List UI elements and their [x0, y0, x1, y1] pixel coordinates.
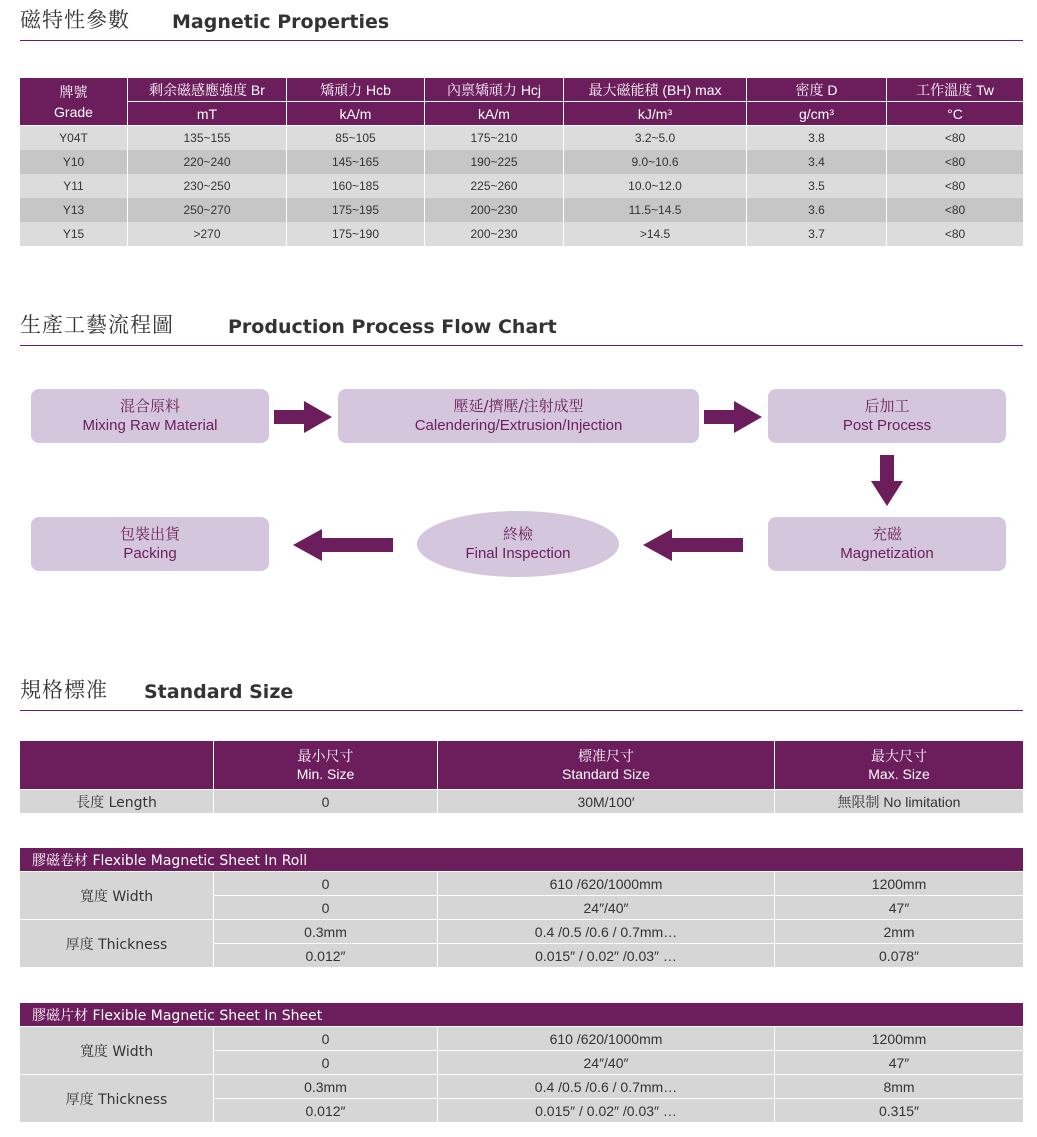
cell-br: 230~250	[128, 174, 287, 198]
cell-max: 0.315″	[775, 1098, 1023, 1122]
flow-step-packing	[31, 517, 269, 571]
cell-br: 135~155	[128, 126, 287, 150]
cell-density: 3.8	[747, 126, 887, 150]
header-std-zh: 標准尺寸	[578, 748, 634, 764]
flow-step-en: Post Process	[842, 417, 932, 434]
header-std-en: Standard Size	[562, 766, 650, 782]
cell-max: 47″	[775, 1050, 1023, 1074]
unit-br: mT	[128, 102, 287, 126]
arrow-right-icon	[704, 401, 764, 433]
cell-bh: >14.5	[564, 222, 747, 246]
unit-hcj: kA/m	[425, 102, 564, 126]
cell-standard: 0.4 /0.5 /0.6 / 0.7mm…	[438, 919, 775, 943]
cell-temp: <80	[887, 174, 1023, 198]
header-density: 密度 D	[747, 78, 887, 102]
arrow-down-icon	[870, 455, 904, 507]
cell-max: 1200mm	[775, 1026, 1023, 1050]
cell-min: 0	[214, 895, 438, 919]
table-row	[20, 174, 1023, 198]
cell-hcj: 200~230	[425, 198, 564, 222]
cell-temp: <80	[887, 150, 1023, 174]
section-title-zh: 規格標准	[20, 678, 108, 702]
section-title-zh: 生產工藝流程圖	[20, 313, 174, 337]
cell-temp: <80	[887, 222, 1023, 246]
cell-grade: Y15	[20, 222, 128, 246]
header-br: 剩余磁感應強度 Br	[128, 78, 287, 102]
cell-density: 3.6	[747, 198, 887, 222]
section-title-zh: 磁特性參數	[20, 8, 130, 32]
cell-max: 無限制 No limitation	[775, 789, 1023, 813]
table-row	[20, 126, 1023, 150]
header-max-en: Max. Size	[868, 766, 930, 782]
header-grade	[20, 78, 128, 126]
cell-min: 0	[214, 1050, 438, 1074]
cell-max: 2mm	[775, 919, 1023, 943]
unit-temp: °C	[887, 102, 1023, 126]
row-label-thickness: 厚度 Thickness	[20, 1074, 214, 1122]
section-title-magnetic	[20, 8, 1023, 41]
cell-min: 0.012″	[214, 1098, 438, 1122]
cell-bh: 9.0~10.6	[564, 150, 747, 174]
table-row	[20, 198, 1023, 222]
header-bh: 最大磁能積 (BH) max	[564, 78, 747, 102]
table-row	[20, 1026, 1023, 1050]
cell-bh: 11.5~14.5	[564, 198, 747, 222]
header-min-zh: 最小尺寸	[297, 748, 354, 764]
header-max	[775, 741, 1023, 789]
magnetic-properties-table	[20, 78, 1023, 246]
cell-br: 220~240	[128, 150, 287, 174]
cell-grade: Y11	[20, 174, 128, 198]
table-row	[20, 1074, 1023, 1098]
arrow-left-icon	[292, 529, 394, 561]
header-grade-zh: 牌號	[59, 83, 88, 100]
cell-hcb: 145~165	[287, 150, 425, 174]
cell-hcb: 160~185	[287, 174, 425, 198]
section-title-en: Magnetic Properties	[172, 11, 390, 33]
table-row	[20, 222, 1023, 246]
cell-density: 3.7	[747, 222, 887, 246]
cell-standard: 0.4 /0.5 /0.6 / 0.7mm…	[438, 1074, 775, 1098]
section-title-size	[20, 678, 1023, 711]
section-title-en: Standard Size	[144, 681, 294, 703]
flow-step-mixing	[31, 389, 269, 443]
sheet-table	[20, 1002, 1023, 1122]
flow-step-final-inspection	[417, 511, 619, 577]
table-row	[20, 789, 1023, 813]
flow-step-post-process	[768, 389, 1006, 443]
header-temp: 工作溫度 Tw	[887, 78, 1023, 102]
flow-step-zh: 混合原料	[119, 397, 180, 415]
flow-step-magnetization	[768, 517, 1006, 571]
cell-hcb: 175~195	[287, 198, 425, 222]
cell-min: 0.3mm	[214, 1074, 438, 1098]
flow-step-zh: 壓延/擠壓/注射成型	[453, 397, 584, 415]
table-row	[20, 871, 1023, 895]
arrow-left-icon	[642, 529, 744, 561]
cell-density: 3.5	[747, 174, 887, 198]
header-hcb: 矯頑力 Hcb	[287, 78, 425, 102]
roll-table	[20, 847, 1023, 967]
cell-standard: 24″/40″	[438, 895, 775, 919]
cell-standard: 0.015″ / 0.02″ /0.03″ …	[438, 943, 775, 967]
cell-min: 0	[214, 1026, 438, 1050]
cell-max: 0.078″	[775, 943, 1023, 967]
length-table	[20, 741, 1023, 813]
section-title-en: Production Process Flow Chart	[228, 316, 557, 338]
cell-hcj: 175~210	[425, 126, 564, 150]
sheet-caption: 膠磁片材 Flexible Magnetic Sheet In Sheet	[20, 1002, 1023, 1026]
header-min-en: Min. Size	[296, 766, 355, 782]
arrow-right-icon	[274, 401, 334, 433]
cell-min: 0.012″	[214, 943, 438, 967]
cell-hcb: 85~105	[287, 126, 425, 150]
flow-step-en: Magnetization	[840, 545, 934, 562]
cell-standard: 24″/40″	[438, 1050, 775, 1074]
cell-hcj: 190~225	[425, 150, 564, 174]
unit-density: g/cm³	[747, 102, 887, 126]
cell-density: 3.4	[747, 150, 887, 174]
unit-bh: kJ/m³	[564, 102, 747, 126]
cell-standard: 610 /620/1000mm	[438, 871, 775, 895]
cell-bh: 10.0~12.0	[564, 174, 747, 198]
cell-hcj: 225~260	[425, 174, 564, 198]
flow-step-zh: 后加工	[864, 397, 910, 415]
flow-step-en: Mixing Raw Material	[82, 417, 218, 434]
header-min	[214, 741, 438, 789]
cell-max: 47″	[775, 895, 1023, 919]
header-empty	[20, 741, 214, 789]
cell-min: 0	[214, 789, 438, 813]
flow-step-zh: 包裝出貨	[119, 525, 180, 543]
row-label-length: 長度 Length	[20, 789, 214, 813]
flow-step-zh: 充磁	[871, 525, 902, 543]
cell-grade: Y04T	[20, 126, 128, 150]
row-label-width: 寬度 Width	[20, 1026, 214, 1074]
cell-standard: 610 /620/1000mm	[438, 1026, 775, 1050]
cell-max: 1200mm	[775, 871, 1023, 895]
cell-hcb: 175~190	[287, 222, 425, 246]
flow-step-en: Packing	[123, 545, 177, 562]
cell-standard: 0.015″ / 0.02″ /0.03″ …	[438, 1098, 775, 1122]
cell-grade: Y13	[20, 198, 128, 222]
cell-br: >270	[128, 222, 287, 246]
cell-temp: <80	[887, 198, 1023, 222]
cell-bh: 3.2~5.0	[564, 126, 747, 150]
cell-grade: Y10	[20, 150, 128, 174]
row-label-thickness: 厚度 Thickness	[20, 919, 214, 967]
cell-temp: <80	[887, 126, 1023, 150]
header-hcj: 內禀矯頑力 Hcj	[425, 78, 564, 102]
cell-max: 8mm	[775, 1074, 1023, 1098]
header-standard	[438, 741, 775, 789]
table-row	[20, 150, 1023, 174]
header-grade-en: Grade	[54, 103, 93, 120]
row-label-width: 寬度 Width	[20, 871, 214, 919]
cell-min: 0.3mm	[214, 919, 438, 943]
cell-br: 250~270	[128, 198, 287, 222]
unit-hcb: kA/m	[287, 102, 425, 126]
cell-min: 0	[214, 871, 438, 895]
cell-standard: 30M/100′	[438, 789, 775, 813]
flow-step-en: Calendering/Extrusion/Injection	[414, 417, 623, 434]
flow-step-calendering	[338, 389, 699, 443]
table-row	[20, 919, 1023, 943]
flow-step-en: Final Inspection	[465, 545, 571, 562]
cell-hcj: 200~230	[425, 222, 564, 246]
header-max-zh: 最大尺寸	[871, 748, 927, 764]
section-title-flow	[20, 313, 1023, 346]
roll-caption: 膠磁卷材 Flexible Magnetic Sheet In Roll	[20, 847, 1023, 871]
flow-step-zh: 終檢	[502, 525, 533, 543]
